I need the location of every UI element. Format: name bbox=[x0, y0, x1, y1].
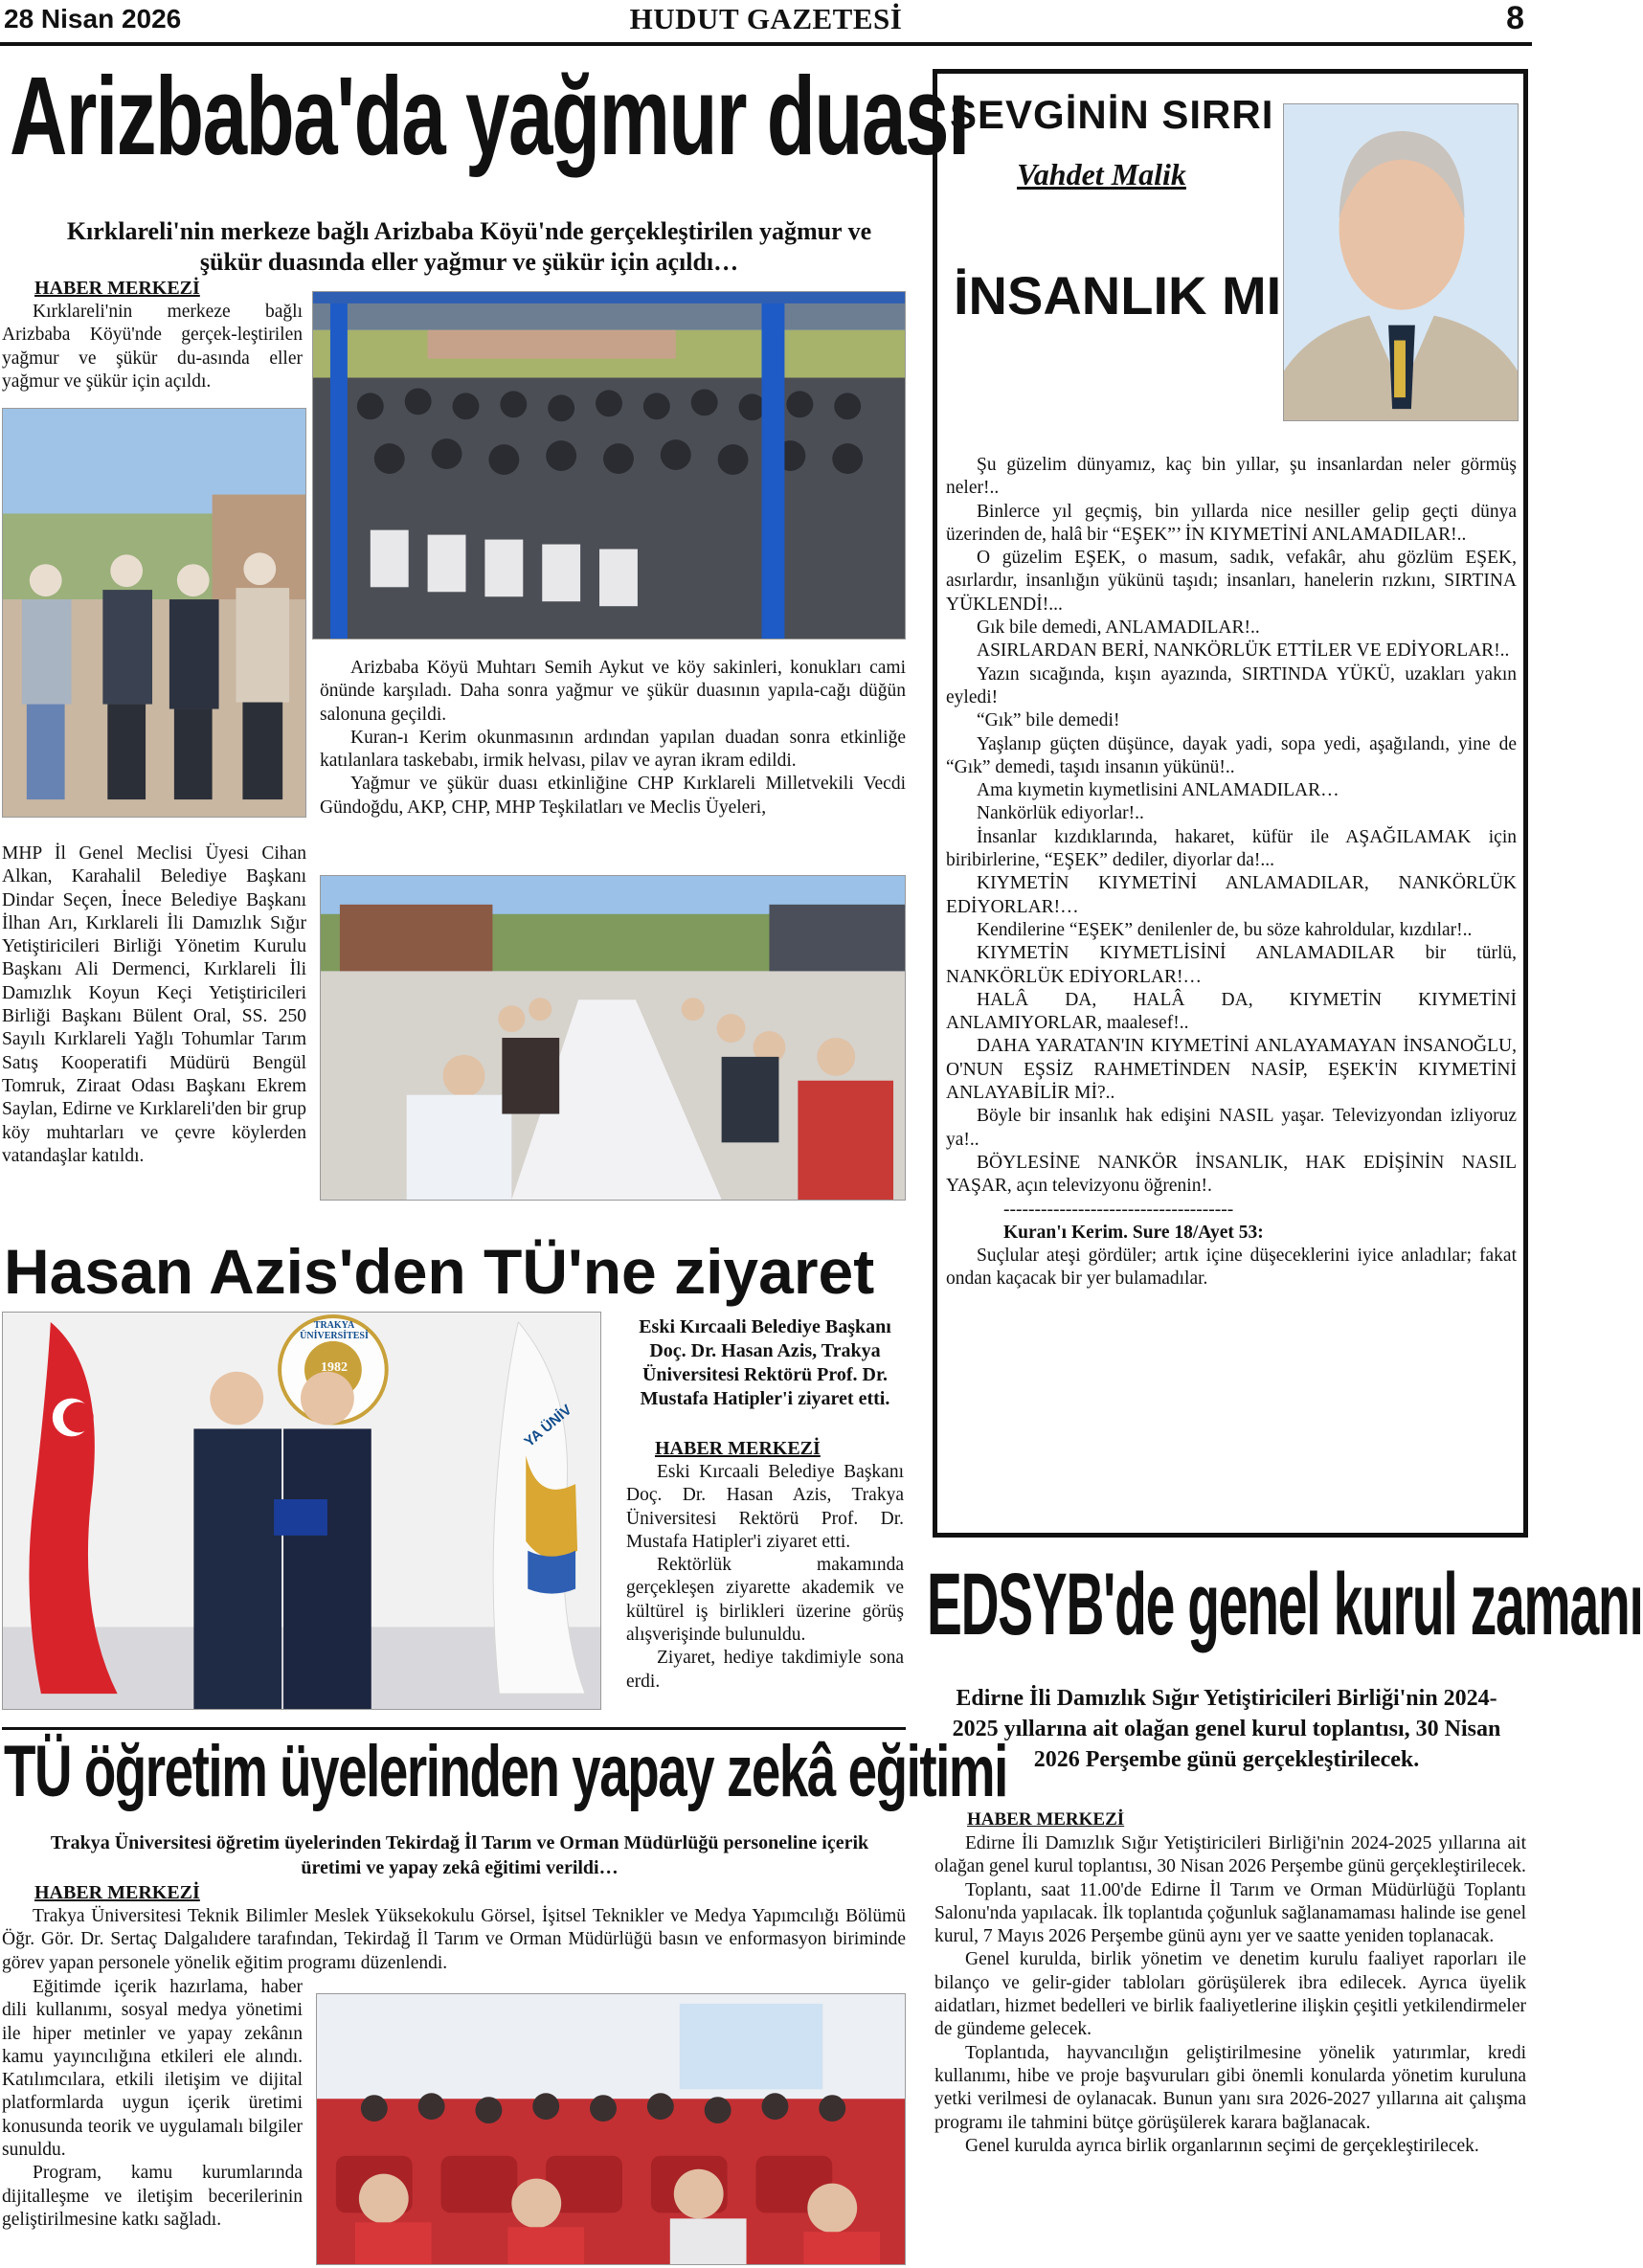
masthead-rule bbox=[0, 42, 1532, 46]
article1-byline: HABER MERKEZİ bbox=[34, 278, 200, 299]
newspaper-name: HUDUT GAZETESİ bbox=[629, 2, 903, 35]
article4-paragraph: Edirne İli Damızlık Sığır Yetiştiricileri Birliği'nin 2024-2025 yıllarına ait olağan genel kurul toplantısı, 30 Nisan 2026 Perşembe günü gerçekleştirilecek. bbox=[934, 1833, 1526, 1877]
author-portrait bbox=[1283, 103, 1519, 421]
column-headline: İNSANLIK MI bbox=[954, 265, 1282, 326]
column-paragraph: İnsanlar kızdıklarında, hakaret, küfür ile AŞAĞILAMAK için biribirlerine, “EŞEK” dediler, diyorlar da!... bbox=[946, 826, 1517, 871]
article4-subtitle: Edirne İli Damızlık Sığır Yetiştiricileri Birliği'nin 2024-2025 yıllarına ait olağan genel kurul toplantısı, 30 Nisan 2026 Perşembe günü gerçekleştirilecek. bbox=[952, 1686, 1501, 1772]
issue-date: 28 Nisan 2026 bbox=[4, 4, 182, 34]
column-quote: Suçlular ateşi gördüler; artık içine düşeceklerini iyice anladılar; fakat ondan kaçacak bir yer bulamadılar. bbox=[946, 1246, 1517, 1290]
article2-paragraph: Rektörlük makamında gerçekleşen ziyarette akademik ve kültürel iş birlikleri üzerine görüş alışverişinde bulunuldu. bbox=[626, 1555, 904, 1646]
article1-paragraph: Kuran-ı Kerim okunmasının ardından yapılan duadan sonra etkinliğe katılanlara taskebabı, irmik helvası, pilav ve ayran ikram edildi. bbox=[320, 727, 906, 772]
column-body bbox=[946, 454, 1517, 1291]
column-paragraph: Kendilerine “EŞEK” denilenler de, bu söze kahroldular, kızdılar!.. bbox=[977, 919, 1473, 940]
article1-lead bbox=[2, 301, 303, 393]
column-paragraph: Yazın sıcağında, kışın ayazında, SIRTINDA YÜKÜ, uzakları yakın eyledi! bbox=[946, 663, 1517, 707]
column-paragraph: Gık bile demedi, ANLAMADILAR!.. bbox=[977, 618, 1260, 639]
article2-body bbox=[626, 1461, 904, 1694]
university-logo-year: 1982 bbox=[321, 1360, 348, 1375]
article4-paragraph: Toplantıda, hayvancılığın geliştirilmesine yönelik yatırımlar, kredi kullanımı, hibe ve proje başvuruları gibi önemli konularda yönetim kuruluna yetki verilmesi de oylanacak. Bunun yanı sıra 2026-2027 yıllarına ait çalışma programı ile tahmini bütçe görüşülerek karara bağlanacak. bbox=[934, 2042, 1526, 2133]
column-paragraph: Binlerce yıl geçmiş, bin yıllarda nice nesiller gelip geçti dünya üzerinden de, halâ bir “EŞEK”’ İN KIYMETİNİ ANLAMADILAR!.. bbox=[946, 501, 1517, 545]
rector-visit-photo bbox=[2, 1312, 601, 1710]
column-paragraph: Şu güzelim dünyamız, kaç bin yıllar, şu insanlardan neler görmüş neler!.. bbox=[946, 455, 1517, 499]
column-author: Vahdet Malik bbox=[1017, 157, 1186, 191]
officials-group-photo bbox=[2, 408, 306, 818]
article3-paragraph: Eğitimde içerik hazırlama, haber dili kullanımı, sosyal medya yönetimi ile hiper metinler ve yapay zekânın kamu yayıncılığına etkileri ele alındı. Katılımcılara, etkili iletişim ve dijital platformlarda uygun içerik üretimi konusunda teorik ve uygulamalı bilgiler sunuldu. bbox=[2, 1977, 303, 2161]
article4-body bbox=[934, 1832, 1526, 2158]
flag-text: YA ÜNİV bbox=[521, 1402, 575, 1450]
column-paragraph: Böyle bir insanlık hak edişini NASIL yaşar. Televizyondan izliyoruz ya!.. bbox=[946, 1106, 1517, 1150]
article3-byline: HABER MERKEZİ bbox=[34, 1882, 200, 1903]
article1-attendees-text: MHP İl Genel Meclisi Üyesi Cihan Alkan, Karahalil Belediye Başkanı Dindar Seçen, İnece Belediye Başkanı İlhan Arı, Kırklareli İli Damızlık Sığır Yetiştiricileri Birliği Yönetim Kurulu Başkanı Ali Dermenci, Kırklareli İli Damızlık Koyun Keçi Yetiştiricileri Birliği Başkanı Bülent Oral, SS. 250 Sayılı Kırklareli Yağlı Tohumlar Tarım Satış Kooperatifi Müdürü Bengül Tomruk, Ziraat Odası Başkanı Ekrem Saylan, Edirne ve Kırklareli'den bir grup köy muhtarları ve çevre köylerden vatandaşlar katıldı. bbox=[2, 843, 306, 1166]
column-paragraph: ASIRLARDAN BERİ, NANKÖRLÜK ETTİLER VE EDİYORLAR!.. bbox=[977, 640, 1510, 662]
article4-byline: HABER MERKEZİ bbox=[967, 1809, 1125, 1830]
article4-paragraph: Genel kurulda ayrıca birlik organlarının seçimi de gerçekleştirilecek. bbox=[965, 2135, 1479, 2156]
article3-lead-text: Trakya Üniversitesi Teknik Bilimler Meslek Yüksekokulu Görsel, İşitsel Teknikler ve Medya Yapımcılığı Bölümü Öğr. Gör. Dr. Sertaç Dalgalıdere tarafından, Tekirdağ İl Tarım ve Orman Müdürlüğü basın ve enformasyon biriminde görev yapan personele yönelik eğitim programı düzenlendi. bbox=[2, 1906, 906, 1973]
column-quote-title: Kuran'ı Kerim. Sure 18/Ayet 53: bbox=[1003, 1222, 1264, 1243]
column-paragraph: HALÂ DA, HALÂ DA, KIYMETİN KIYMETİNİ ANLAMIYORLAR, maalesef!.. bbox=[946, 989, 1517, 1034]
article4-paragraph: Genel kurulda, birlik yönetim ve denetim kurulu faaliyet raporları ile bilanço ve gelir-gider tabloları görüşülerek ibra edilecek. Ayrıca üyelik aidatları, hizmet bedelleri ve birlik faaliyetlerine ilişkin çeşitli yetkilendirmeler de gündeme gelecek. bbox=[934, 1949, 1526, 2040]
article3-headline: TÜ öğretim üyelerinden yapay zekâ eğitimi bbox=[4, 1731, 1007, 1812]
article1-lead-text: Kırklareli'nin merkeze bağlı Arizbaba Köyü'nde gerçek-leştirilen yağmur ve şükür du-asında eller yağmur ve şükür için açıldı. bbox=[2, 302, 303, 392]
article2-headline: Hasan Azis'den TÜ'ne ziyaret bbox=[4, 1236, 875, 1307]
column-paragraph: Ama kıymetin kıymetlisini ANLAMADILAR… bbox=[977, 780, 1339, 801]
training-audience-photo bbox=[316, 1993, 906, 2265]
column-separator: ------------------------------------- bbox=[1003, 1199, 1234, 1220]
university-logo-text: TRAKYA ÜNİVERSİTESİ bbox=[300, 1320, 369, 1341]
article3-lead bbox=[2, 1905, 906, 1975]
article2-byline: HABER MERKEZİ bbox=[655, 1438, 821, 1459]
column-paragraph: DAHA YARATAN'IN KIYMETİNİ ANLAYAMAYAN İNSANOĞLU, O'NUN EŞSİZ RAHMETİNDEN NASİP, EŞEK'İN KIYMETİNİ ANLAYABİLİR Mİ?.. bbox=[946, 1036, 1517, 1104]
column-paragraph: “Gık” bile demedi! bbox=[977, 710, 1120, 731]
column-paragraph: KIYMETİN KIYMETİNİ ANLAMADILAR, NANKÖRLÜK EDİYORLAR!… bbox=[946, 873, 1517, 917]
meal-tables-photo bbox=[320, 875, 906, 1201]
column-paragraph: KIYMETİN KIYMETLİSİNİ ANLAMADILAR bir türlü, NANKÖRLÜK EDİYORLAR!… bbox=[946, 943, 1517, 987]
article2-paragraph: Ziyaret, hediye takdimiyle sona erdi. bbox=[626, 1648, 904, 1692]
article1-left-column bbox=[2, 842, 306, 1168]
column-paragraph: Nankörlük ediyorlar!.. bbox=[977, 803, 1144, 824]
article3-body bbox=[2, 1976, 303, 2232]
column-paragraph: O güzelim EŞEK, o masum, sadık, vefakâr, ahu gözlüm EŞEK, asırlardır, insanlığın yükünü taşıdı; insanları, hanelerin rızkını, SIRTINA YÜKLENDİ!... bbox=[946, 548, 1517, 615]
article1-paragraph: Yağmur ve şükür duası etkinliğine CHP Kırklareli Milletvekili Vecdi Gündoğdu, AKP, CHP, MHP Teşkilatları ve Meclis Üyeleri, bbox=[320, 774, 906, 818]
article1-headline: Arizbaba'da yağmur duası bbox=[10, 54, 969, 178]
column-title: SEVGİNİN SIRRI bbox=[950, 92, 1274, 137]
article2-paragraph: Eski Kırcaali Belediye Başkanı Doç. Dr. Hasan Azis, Trakya Üniversitesi Rektörü Prof. Dr. Mustafa Hatipler'i ziyaret etti. bbox=[626, 1462, 904, 1552]
article1-subtitle: Kırklareli'nin merkeze bağlı Arizbaba Köyü'nde gerçekleştirilen yağmur ve şükür duasında eller yağmur ve şükür için açıldı… bbox=[66, 217, 872, 276]
article3-subtitle: Trakya Üniversitesi öğretim üyelerinden Tekirdağ İl Tarım ve Orman Müdürlüğü personeline içerik üretimi ve yapay zekâ eğitimi verildi… bbox=[50, 1832, 869, 1878]
column-paragraph: Yaşlanıp güçten düşünce, dayak yadi, sopa yedi, aşağılandı, yine de “Gık” demedi, taşıdı insanın yükünü!.. bbox=[946, 733, 1517, 777]
article2-caption: Eski Kırcaali Belediye Başkanı Doç. Dr. Hasan Azis, Trakya Üniversitesi Rektörü Prof. Dr. Mustafa Hatipler'i ziyaret etti. bbox=[639, 1316, 891, 1409]
prayer-crowd-photo bbox=[312, 291, 906, 640]
column-paragraph: BÖYLESİNE NANKÖR İNSANLIK, HAK EDİŞİNİN NASIL YAŞAR, açın televizyonu öğrenin!. bbox=[946, 1152, 1517, 1197]
page-number: 8 bbox=[1506, 0, 1524, 36]
article4-headline: EDSYB'de genel kurul zamanı bbox=[927, 1556, 1643, 1653]
article1-paragraph: Arizbaba Köyü Muhtarı Semih Aykut ve köy sakinleri, konukları cami önünde karşıladı. Daha sonra yağmur ve şükür duasının yapıla-cağı düğün salonuna geçildi. bbox=[320, 658, 906, 725]
article4-paragraph: Toplantı, saat 11.00'de Edirne İl Tarım ve Orman Müdürlüğü Toplantı Salonu'nda yapılacak. İlk toplantıda çoğunluk sağlanamaması halinde ise genel kurul, 7 Mayıs 2026 Perşembe günü aynı yer ve saatte yeniden toplanacak. bbox=[934, 1879, 1526, 1947]
article1-body bbox=[320, 657, 906, 820]
article3-paragraph: Program, kamu kurumlarında dijitalleşme ve iletişim becerilerinin geliştirilmesine katkı sağladı. bbox=[2, 2163, 303, 2230]
